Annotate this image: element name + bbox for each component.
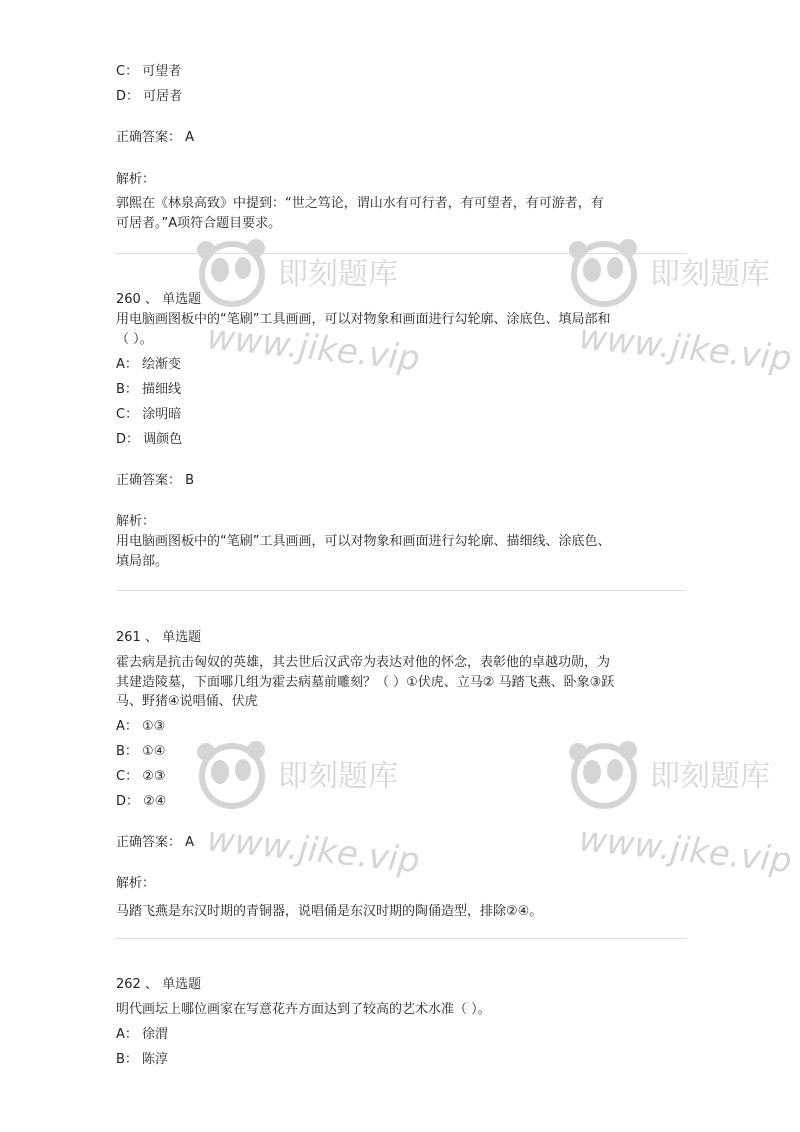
question-divider: [116, 253, 686, 254]
option-a: A： 绘渐变: [116, 357, 182, 372]
option-b: B： 陈淳: [116, 1052, 169, 1067]
question-header: 260 、 单选题: [116, 292, 202, 307]
question-stem: 马、野猪④说唱俑、伏虎: [116, 694, 258, 709]
question-stem: 其建造陵墓，下面哪几组为霍去病墓前雕刻？（ ）①伏虎、立马② 马踏飞燕、卧象③跃: [116, 675, 615, 690]
option-c: C： 涂明暗: [116, 407, 182, 422]
analysis-label: 解析：: [116, 876, 156, 891]
option-a: A： 徐渭: [116, 1027, 169, 1042]
question-divider: [116, 938, 686, 939]
option-d: D： 调颜色: [116, 432, 183, 447]
watermark-url: www.jike.vip: [577, 317, 794, 380]
analysis-text: 郭熙在《林泉高致》中提到：“世之笃论，谓山水有可行者，有可望者，有可游者，有: [116, 196, 604, 211]
watermark-brand: 即刻题库: [278, 257, 398, 292]
option-b: B： 描细线: [116, 382, 182, 397]
question-header: 261 、 单选题: [116, 630, 202, 645]
question-stem: 霍去病是抗击匈奴的英雄，其去世后汉武帝为表达对他的怀念，表彰他的卓越功勋，为: [116, 655, 611, 670]
watermark-brand: 即刻题库: [650, 759, 770, 794]
option-c: C： 可望者: [116, 64, 182, 79]
watermark-url: www.jike.vip: [577, 819, 794, 882]
option-b: B： ①④: [116, 744, 166, 759]
analysis-text: 用电脑画图板中的“笔刷”工具画画，可以对物象和画面进行勾轮廓、描细线、涂底色、: [116, 534, 611, 549]
correct-answer: 正确答案： B: [116, 473, 195, 488]
watermark-url: www.jike.vip: [205, 819, 422, 882]
analysis-text: 填局部。: [116, 554, 169, 569]
option-d: D： 可居者: [116, 89, 183, 104]
option-a: A： ①③: [116, 719, 166, 734]
option-c: C： ②③: [116, 769, 166, 784]
analysis-label: 解析：: [116, 514, 156, 529]
watermark-url: www.jike.vip: [205, 317, 422, 380]
analysis-label: 解析：: [116, 172, 156, 187]
watermark-brand: 即刻题库: [650, 257, 770, 292]
watermark-brand: 即刻题库: [278, 759, 398, 794]
analysis-text: 可居者。”A项符合题目要求。: [116, 216, 282, 231]
analysis-text: 马踏飞燕是东汉时期的青铜器，说唱俑是东汉时期的陶俑造型，排除②④。: [116, 904, 543, 919]
question-stem: 明代画坛上哪位画家在写意花卉方面达到了较高的艺术水准（ ）。: [116, 1002, 491, 1017]
question-divider: [116, 590, 686, 591]
question-stem: 用电脑画图板中的“笔刷”工具画画，可以对物象和画面进行勾轮廓、涂底色、填局部和: [116, 312, 611, 327]
option-d: D： ②④: [116, 794, 167, 809]
question-stem: （ ）。: [116, 332, 153, 347]
correct-answer: 正确答案： A: [116, 130, 195, 145]
question-header: 262 、 单选题: [116, 977, 202, 992]
correct-answer: 正确答案： A: [116, 835, 195, 850]
